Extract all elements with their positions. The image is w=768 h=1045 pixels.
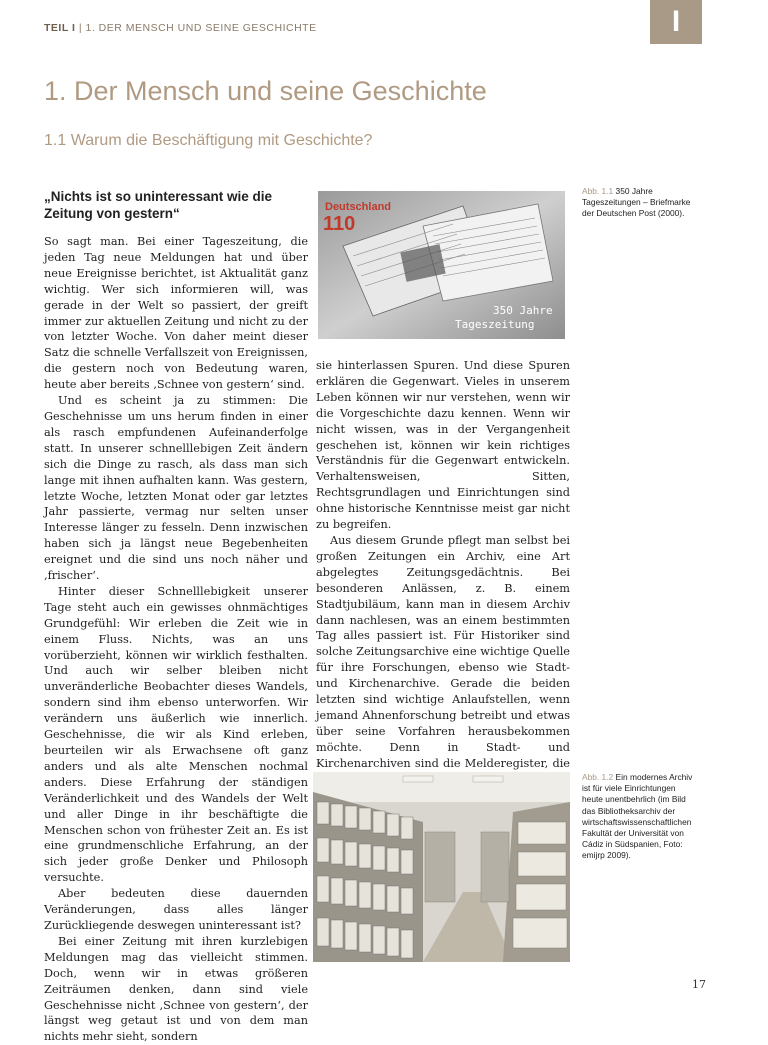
archive-photo [313,772,570,962]
shelf-left [313,792,423,962]
left-column [44,234,308,1045]
stamp-line1: 350 Jahre [493,304,553,317]
subheading: „Nichts ist so uninteressant wie die Zeitung von gestern“ [44,189,273,221]
stamp-country: Deutschland [325,201,392,213]
paragraph: Bei einer Zeitung mit ihren kurzlebigen Meldungen mag das vielleicht stimmen. Doch, wenn wir in etwas größeren Zeiträumen denken, dann sind viele Geschehnisse nicht ‚Schnee von gestern‘, der längst weg getaut ist und von dem man nichts mehr sieht, sondern [44,934,308,1044]
chapter-tab: I [650,0,702,44]
page-title: 1. Der Mensch und seine Geschichte [44,76,487,106]
section-subtitle: 1.1 Warum die Beschäftigung mit Geschichte? [44,132,373,149]
paragraph: Aus diesem Grunde pflegt man selbst bei großen Zeitungen ein Archiv, eine Art abgelegtes Zeitungsgedächtnis. Bei besonderen Anlässen, z. B. einem Stadtjubiläum, kann man in diesem Archiv dann nachlesen, was an einem bestimmten Tag alles passiert ist. Für Historiker sind solche Zeitungsarchive eine wichtige Quelle für ihre Forschungen, ebenso wie Stadt- und Kirchenarchive. Gerade die beiden letzten sind wichtige Anlaufstellen, wenn jemand Ahnenforschung betreibt und etwas über seine Vorfahren herausbekommen möchte. Denn in Stadt- und Kirchenarchiven sind die Melderegister, die [316,533,570,770]
shelf-right [503,802,570,962]
caption-2 [582,772,694,862]
paragraph: So sagt man. Bei einer Tageszeitung, die jeden Tag neue Meldungen hat und über neue Ereignisse berichtet, ist Aktualität ganz wichtig. Wer sich informieren will, was gerade in der Welt so passiert, der greift immer zur aktuellen Zeitung und nicht zu der von letzter Woche. Von daher meint dieser Satz die schnelle Verfallszeit von Ereignissen, die gestern noch von Bedeutung waren, heute aber bereits ‚Schnee von gestern‘ sind. [44,235,308,392]
stamp-image [313,186,570,344]
running-header: TEIL I | 1. DER MENSCH UND SEINE GESCHICHTE [44,22,317,34]
right-column [316,358,570,803]
caption-text: 350 Jahre Tageszeitungen – Briefmarke der Deutschen Post (2000). [582,186,691,219]
stamp-value: 110 [323,213,356,235]
paragraph: Aber bedeuten diese dauernden Veränderungen, dass alles länger Zurückliegende deswegen uninteressant ist? [44,887,308,932]
header-part: TEIL I [44,22,76,34]
stamp-line2: Tageszeitung [455,318,535,331]
caption-1 [582,186,694,220]
paragraph: Hinter dieser Schnelllebigkeit unserer Tage steht auch ein gewisses ohnmächtiges Grundgefühl: Wir erleben die Zeit wie in einem Fluss. Nichts, was an uns vorüberzieht, können wir wirklich festhalten. Und auch wir selber bleiben nicht unveränderliche Beobachter dieses Wandels, sondern sind ihm ebenso unterworfen. Wir verändern uns äußerlich wie innerlich. Geschehnisse, die wir als Kind erleben, beurteilen wir als Erwachsene oft ganz anders und als alte Menschen nochmal anders. Diese Erfahrung der ständigen Veränderlichkeit und des Wandels der Welt und aller Dinge in ihr beschäftigte die Menschen schon von frühester Zeit an. Es ist eine grundmenschliche Erfahrung, an der sich jeder große Denker und Philosoph versuchte. [44,584,308,885]
caption-label: Abb. 1.1 [582,186,614,196]
paragraph: sie hinterlassen Spuren. Und diese Spuren erklären die Gegenwart. Vieles in unserem Leben können wir nur verstehen, wenn wir die Vorgeschichte dazu kennen. Wenn wir nicht wissen, was in der Vergangenheit geschehen ist, können wir kein richtiges Verständnis für die Gegenwart entwickeln. Verhaltensweisen, Sitten, Rechtsgrundlagen und Einrichtungen sind ohne historische Kenntnisse meist gar nicht zu begreifen. [316,359,570,532]
page-number: 17 [692,978,706,991]
caption-text: Ein modernes Archiv ist für viele Einrichtungen heute unentbehrlich (im Bild das Bibliotheksarchiv der wirtschaftswissenschaftlichen Fakultät der Universität von Cádiz in Südspanien, Foto: emijrp 2009). [582,772,693,861]
caption-label: Abb. 1.2 [582,772,614,782]
header-section: 1. DER MENSCH UND SEINE GESCHICHTE [85,22,317,34]
paragraph: Und es scheint ja zu stimmen: Die Geschehnisse um uns herum finden in einer als rasch empfundenen Aufeinanderfolge statt. In unserer schnelllebigen Zeit ändern sich die Dinge zu rasch, als dass man sich lange mit ihnen aufhalten kann. Was gestern, letzte Woche, letzten Monat oder gar letztes Jahr passierte, vermag nur selten unser Interesse länger zu fesseln. Denn inzwischen haben sich ja längst neue Begebenheiten ereignet und die sind uns noch näher und ‚frischer‘. [44,394,308,583]
